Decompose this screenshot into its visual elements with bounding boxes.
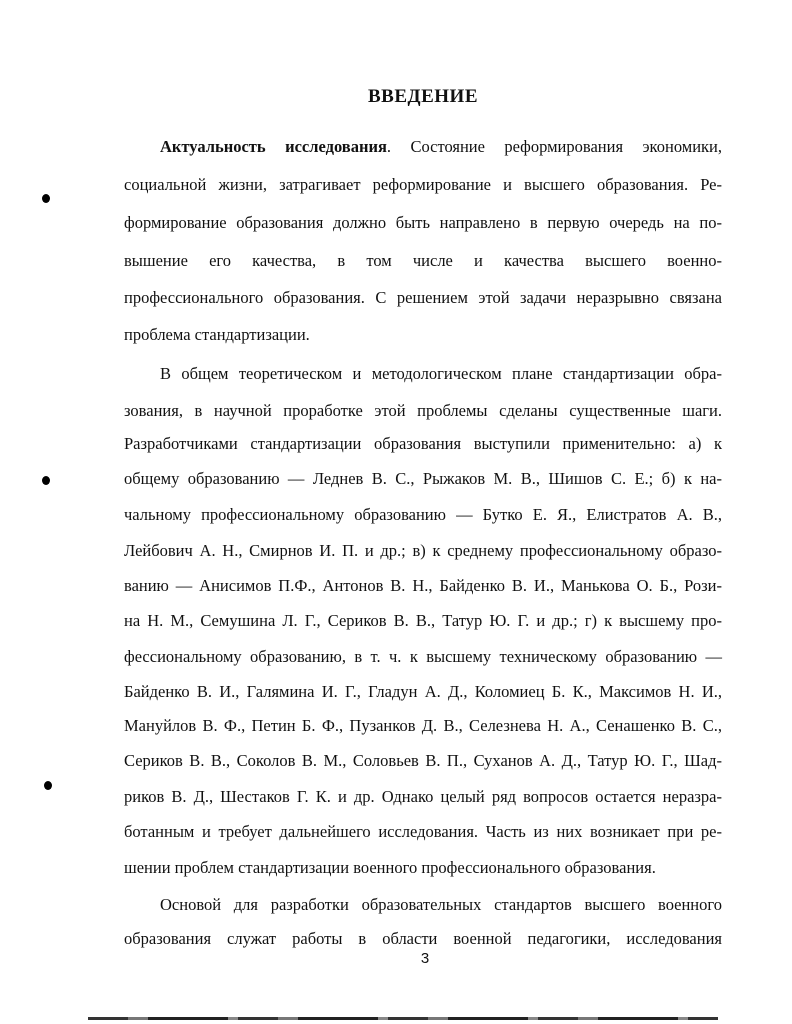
text-line-17: Мануйлов В. Ф., Петин Б. Ф., Пузанков Д. В., Селезнева Н. А., Сенашенко В. С., xyxy=(124,716,722,735)
text-line-16: Байденко В. И., Галямина И. Г., Гладун А. Д., Коломиец Б. К., Максимов Н. И., xyxy=(124,682,722,701)
text-line-19: риков В. Д., Шестаков Г. К. и др. Однако целый ряд вопросов остается неразра- xyxy=(124,787,722,806)
text-line-4: вышение его качества, в том числе и качества высшего военно- xyxy=(124,251,722,270)
text-line-13: ванию — Анисимов П.Ф., Антонов В. Н., Байденко В. И., Манькова О. Б., Рози- xyxy=(124,576,722,595)
margin-dot-icon xyxy=(44,781,52,790)
text-line-5: профессионального образования. С решением этой задачи неразрывно связана xyxy=(124,288,722,307)
margin-dot-icon xyxy=(42,476,50,485)
text-line-10: общему образованию — Леднев В. С., Рыжаков М. В., Шишов С. Е.; б) к на- xyxy=(124,469,722,488)
text-line-12: Лейбович А. Н., Смирнов И. П. и др.; в) к среднему профессиональному образо- xyxy=(124,541,722,560)
page-title: ВВЕДЕНИЕ xyxy=(368,86,478,107)
margin-dot-icon xyxy=(42,194,50,203)
text-line-8: зования, в научной проработке этой проблемы сделаны существенные шаги. xyxy=(124,401,722,420)
text-line-11: чальному профессиональному образованию — Бутко Е. Я., Елистратов А. В., xyxy=(124,505,722,524)
lead-bold-phrase: Актуальность исследования xyxy=(160,137,387,156)
text-line-2: социальной жизни, затрагивает реформирование и высшего образования. Ре- xyxy=(124,175,722,194)
text-line-14: на Н. М., Семушина Л. Г., Сериков В. В., Татур Ю. Г. и др.; г) к высшему про- xyxy=(124,611,722,630)
text-line-3: формирование образования должно быть направлено в первую очередь на по- xyxy=(124,213,722,232)
text-line-9: Разработчиками стандартизации образования выступили применительно: а) к xyxy=(124,434,722,453)
text-line-15: фессиональному образованию, в т. ч. к высшему техническому образованию — xyxy=(124,647,722,666)
text-line-6: проблема стандартизации. xyxy=(124,325,310,344)
text-line-23: образования служат работы в области военной педагогики, исследования xyxy=(124,929,722,948)
lead-continuation: . Состояние реформирования экономики, xyxy=(386,137,722,156)
scan-bottom-edge xyxy=(88,1017,718,1020)
text-line-22: Основой для разработки образовательных стандартов высшего военного xyxy=(160,895,722,914)
text-line-18: Сериков В. В., Соколов В. М., Соловьев В. П., Суханов А. Д., Татур Ю. Г., Шад- xyxy=(124,751,722,770)
text-line-21: шении проблем стандартизации военного профессионального образования. xyxy=(124,858,656,877)
text-line-7: В общем теоретическом и методологическом плане стандартизации обра- xyxy=(160,364,722,383)
page-number: 3 xyxy=(420,950,430,967)
text-line-20: ботанным и требует дальнейшего исследования. Часть из них возникает при ре- xyxy=(124,822,722,841)
text-line-1 xyxy=(160,137,722,157)
